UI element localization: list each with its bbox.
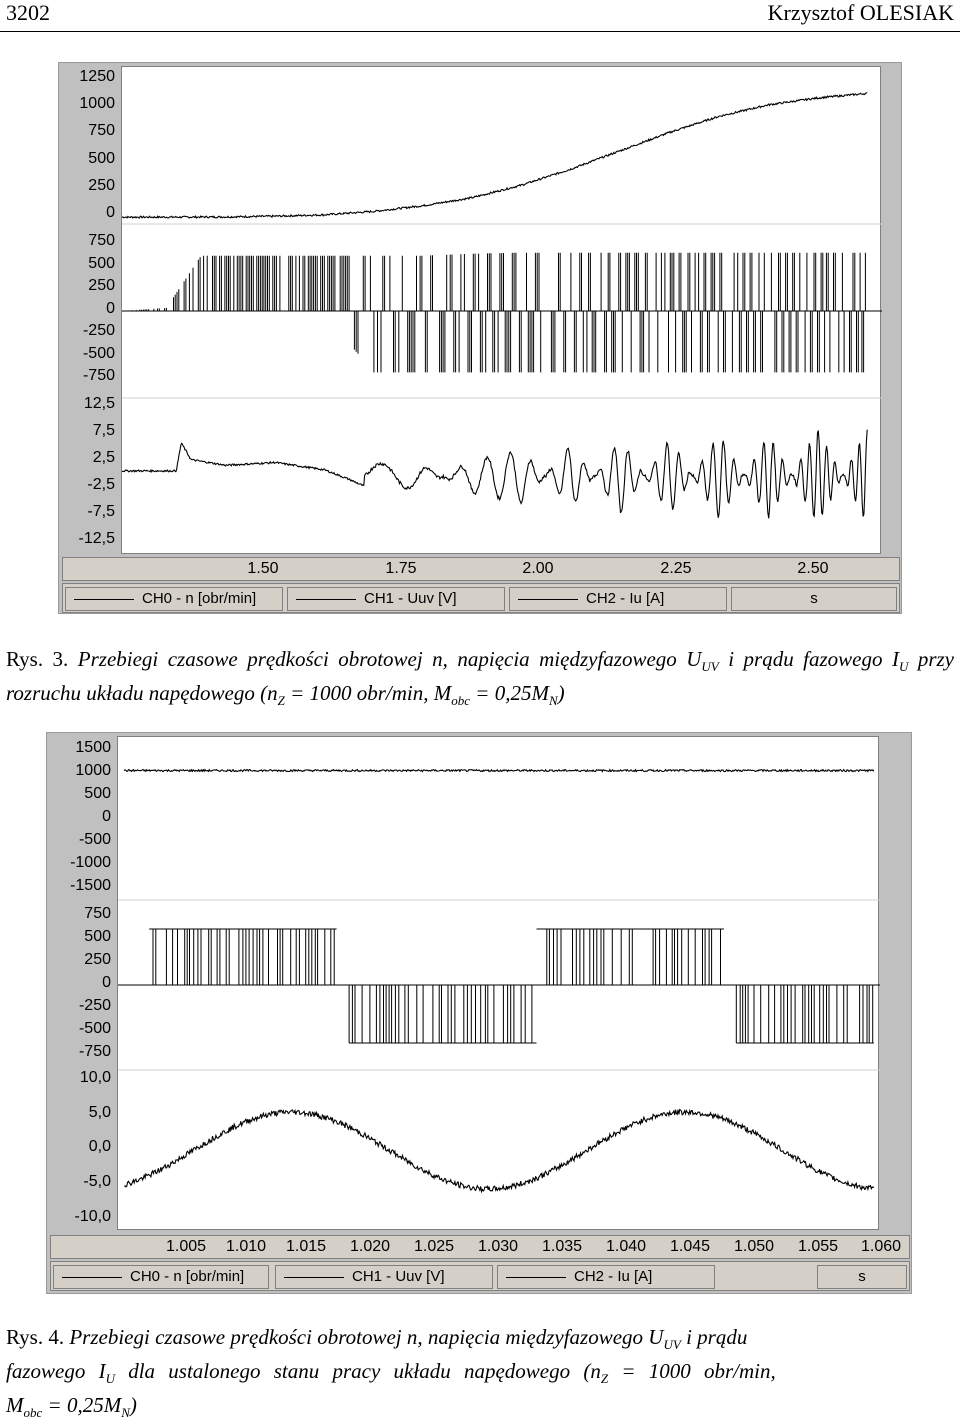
- pwm-block: [736, 985, 874, 1043]
- oscillogram-svg: [122, 67, 882, 555]
- y-tick: 0: [106, 300, 115, 317]
- y-tick: 750: [88, 232, 115, 249]
- y-tick: 0: [102, 974, 111, 991]
- legend-unit: s: [817, 1265, 907, 1289]
- y-tick: -1500: [70, 877, 111, 894]
- legend-line: [518, 599, 578, 600]
- x-tick: 1.060: [860, 1238, 902, 1255]
- y-axis-ch0: [61, 63, 119, 223]
- y-tick: -12,5: [78, 530, 115, 547]
- trace-ch1-voltage: [122, 253, 882, 373]
- trace-ch0-speed: [122, 93, 867, 218]
- x-tick: 1.035: [541, 1238, 583, 1255]
- y-tick: 1000: [75, 762, 111, 779]
- y-axis-ch0: [49, 733, 115, 899]
- x-tick: 1.50: [247, 560, 279, 577]
- y-tick: -1000: [70, 854, 111, 871]
- legend-bar: [62, 583, 900, 613]
- pwm-block: [349, 985, 536, 1043]
- legend-ch0[interactable]: CH0 - n [obr/min]: [65, 587, 283, 611]
- legend-line: [74, 599, 134, 600]
- y-tick: 500: [84, 928, 111, 945]
- y-tick: -750: [78, 1043, 111, 1060]
- y-tick: 750: [84, 905, 111, 922]
- legend-ch2[interactable]: CH2 - Iu [A]: [497, 1265, 715, 1289]
- series-line: [124, 770, 874, 772]
- page-header: [0, 0, 960, 32]
- plot-area: [121, 66, 881, 554]
- y-tick: 500: [84, 785, 111, 802]
- x-tick: 1.045: [669, 1238, 711, 1255]
- y-axis-ch1: [61, 223, 119, 397]
- legend-ch1[interactable]: CH1 - Uuv [V]: [275, 1265, 493, 1289]
- y-tick: 1250: [79, 68, 115, 85]
- x-tick: 1.040: [605, 1238, 647, 1255]
- y-tick: -5,0: [83, 1173, 111, 1190]
- x-axis-band: [62, 557, 900, 581]
- y-tick: 0: [102, 808, 111, 825]
- page-number: 3202: [6, 0, 50, 25]
- trace-ch0-speed: [124, 770, 874, 772]
- y-tick: 250: [88, 277, 115, 294]
- y-tick: 0: [106, 204, 115, 221]
- pwm-block: [149, 929, 336, 985]
- y-tick: 500: [88, 150, 115, 167]
- trace-ch2-current: [122, 430, 867, 519]
- plot-area: [117, 736, 879, 1230]
- y-axis-ch1: [49, 899, 115, 1069]
- x-tick: 2.00: [522, 560, 554, 577]
- y-tick: -2,5: [87, 476, 115, 493]
- y-tick: 1000: [79, 95, 115, 112]
- oscillogram-svg: [118, 737, 880, 1231]
- x-tick: 1.020: [349, 1238, 391, 1255]
- legend-line: [296, 599, 356, 600]
- trace-ch1-voltage: [118, 929, 880, 1043]
- x-tick: 1.75: [385, 560, 417, 577]
- y-tick: 500: [88, 255, 115, 272]
- y-tick: 1500: [75, 739, 111, 756]
- y-tick: -250: [82, 322, 115, 339]
- y-tick: 250: [88, 177, 115, 194]
- legend-ch0[interactable]: CH0 - n [obr/min]: [53, 1265, 269, 1289]
- y-tick: -500: [78, 1020, 111, 1037]
- y-axis-ch2: [49, 1069, 115, 1233]
- y-tick: 10,0: [79, 1069, 111, 1086]
- y-tick: 750: [88, 122, 115, 139]
- caption-rys4: Rys. 4. Przebiegi czasowe prędkości obrotowej n, napięcia międzyfazowego $U_{UV}$ i prądu fazowego $I_U$ dla ustalonego stanu pracy układu napędowego ($n_Z = 1000$ obr/min, $M_{obc} = 0,25M_N$): [6, 1325, 776, 1421]
- running-head-author: Krzysztof OLESIAK: [767, 0, 954, 25]
- caption-label: Rys. 4.: [6, 1325, 65, 1349]
- y-tick: 250: [84, 951, 111, 968]
- x-axis-band: [50, 1235, 910, 1259]
- legend-line: [506, 1277, 566, 1278]
- x-tick: 1.015: [285, 1238, 327, 1255]
- y-tick: -500: [78, 831, 111, 848]
- x-tick: 1.005: [165, 1238, 207, 1255]
- legend-line: [284, 1277, 344, 1278]
- series-line: [124, 1110, 874, 1192]
- y-tick: 0,0: [88, 1138, 111, 1155]
- x-tick: 2.25: [660, 560, 692, 577]
- series-line: [122, 93, 867, 218]
- x-tick: 1.010: [225, 1238, 267, 1255]
- y-tick: -250: [78, 997, 111, 1014]
- y-axis-ch2: [61, 397, 119, 557]
- x-tick: 1.025: [413, 1238, 455, 1255]
- figure-rys4: [46, 732, 912, 1294]
- y-tick: 12,5: [83, 395, 115, 412]
- caption-rys3: Rys. 3. Przebiegi czasowe prędkości obrotowej n, napięcia międzyfazowego $U_{UV}$ i prądu fazowego $I_U$ przy rozruchu układu napędowego ($n_Z = 1000$ obr/min, $M_{obc} = 0,25M_N$): [6, 647, 954, 709]
- legend-ch1[interactable]: CH1 - Uuv [V]: [287, 587, 505, 611]
- legend-ch2[interactable]: CH2 - Iu [A]: [509, 587, 727, 611]
- legend-bar: [50, 1261, 910, 1291]
- pwm-pulses: [124, 253, 866, 373]
- y-tick: 7,5: [92, 422, 115, 439]
- y-tick: -7,5: [87, 503, 115, 520]
- x-tick: 1.055: [797, 1238, 839, 1255]
- trace-ch2-current: [124, 1110, 874, 1192]
- y-tick: 2,5: [92, 449, 115, 466]
- y-tick: -10,0: [74, 1208, 111, 1225]
- y-tick: 5,0: [88, 1104, 111, 1121]
- legend-unit: s: [731, 587, 897, 611]
- x-tick: 1.030: [477, 1238, 519, 1255]
- x-tick: 2.50: [797, 560, 829, 577]
- caption-label: Rys. 3.: [6, 647, 69, 671]
- x-tick: 1.050: [733, 1238, 775, 1255]
- y-tick: -500: [82, 345, 115, 362]
- y-tick: -750: [82, 367, 115, 384]
- series-line: [122, 430, 867, 519]
- pwm-block: [537, 929, 724, 985]
- legend-line: [62, 1277, 122, 1278]
- figure-rys3: [58, 62, 902, 614]
